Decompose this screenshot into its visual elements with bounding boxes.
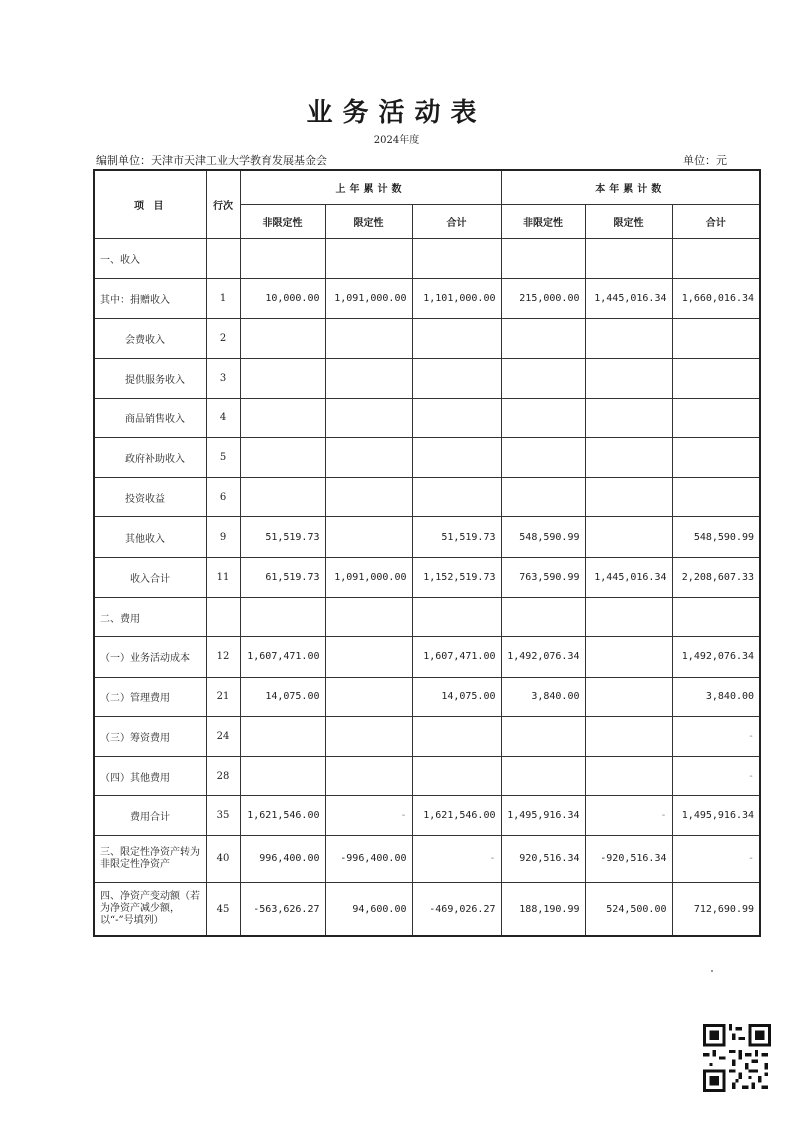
current-restricted-cell — [585, 238, 672, 278]
row-line-number: 40 — [206, 835, 240, 882]
prior-restricted-cell — [325, 359, 412, 398]
row-line-number: 35 — [206, 796, 240, 835]
current-total-cell: 1,495,916.34 — [672, 796, 760, 835]
row-item-label: 费用合计 — [94, 796, 206, 835]
row-line-number: 28 — [206, 757, 240, 796]
current-total-cell — [672, 437, 760, 477]
prior-total-cell: 1,101,000.00 — [412, 278, 501, 318]
row-item-label: （一）业务活动成本 — [94, 637, 206, 677]
current-total-cell: 3,840.00 — [672, 677, 760, 716]
prior-unrestricted-cell: 61,519.73 — [240, 557, 325, 597]
prior-restricted-cell — [325, 637, 412, 677]
row-item-label: 投资收益 — [94, 478, 206, 517]
table-row — [94, 677, 760, 716]
current-restricted-cell: 524,500.00 — [585, 883, 672, 936]
prior-restricted-cell — [325, 677, 412, 716]
row-line-number: 5 — [206, 437, 240, 477]
table-row — [94, 398, 760, 437]
table-row — [94, 319, 760, 359]
current-restricted-header: 限定性 — [585, 204, 672, 238]
table-row — [94, 796, 760, 835]
table-row — [94, 598, 760, 637]
current-unrestricted-cell: 1,492,076.34 — [501, 637, 585, 677]
prior-total-cell — [412, 716, 501, 756]
prior-unrestricted-cell — [240, 359, 325, 398]
table-row — [94, 716, 760, 756]
row-line-number: 6 — [206, 478, 240, 517]
qr-code-icon — [703, 1024, 771, 1092]
current-unrestricted-cell — [501, 598, 585, 637]
table-row — [94, 557, 760, 597]
current-restricted-cell — [585, 716, 672, 756]
prior-restricted-cell — [325, 598, 412, 637]
prior-restricted-cell: 94,600.00 — [325, 883, 412, 936]
current-unrestricted-cell — [501, 398, 585, 437]
current-unrestricted-cell — [501, 437, 585, 477]
report-title: 业务活动表 — [306, 98, 487, 128]
prior-total-cell — [412, 319, 501, 359]
prior-restricted-header: 限定性 — [325, 204, 412, 238]
current-unrestricted-cell: 3,840.00 — [501, 677, 585, 716]
current-total-cell: - — [672, 757, 760, 796]
prior-restricted-cell — [325, 398, 412, 437]
current-total-cell: 712,690.99 — [672, 883, 760, 936]
prior-restricted-cell: 1,091,000.00 — [325, 557, 412, 597]
current-unrestricted-cell: 188,190.99 — [501, 883, 585, 936]
current-total-cell: 1,492,076.34 — [672, 637, 760, 677]
current-total-cell — [672, 319, 760, 359]
prior-unrestricted-cell — [240, 319, 325, 359]
prior-unrestricted-header: 非限定性 — [240, 204, 325, 238]
table-row — [94, 437, 760, 477]
row-line-number — [206, 238, 240, 278]
prior-unrestricted-cell — [240, 238, 325, 278]
current-unrestricted-cell: 548,590.99 — [501, 517, 585, 557]
prior-year-header: 上年累计数 — [240, 170, 501, 204]
prior-unrestricted-cell: 1,607,471.00 — [240, 637, 325, 677]
row-line-number — [206, 598, 240, 637]
current-restricted-cell: 1,445,016.34 — [585, 557, 672, 597]
table-row — [94, 883, 760, 936]
current-restricted-cell: 1,445,016.34 — [585, 278, 672, 318]
current-restricted-cell — [585, 598, 672, 637]
row-item-label: 其中：捐赠收入 — [94, 278, 206, 318]
current-total-cell: 1,660,016.34 — [672, 278, 760, 318]
prior-restricted-cell — [325, 716, 412, 756]
row-item-label: （三）筹资费用 — [94, 716, 206, 756]
row-item-label: 四、净资产变动额（若为净资产减少额，以“-”号填列） — [94, 883, 206, 936]
prior-total-cell — [412, 757, 501, 796]
prior-restricted-cell — [325, 517, 412, 557]
row-item-label: 提供服务收入 — [94, 359, 206, 398]
current-unrestricted-cell — [501, 319, 585, 359]
current-total-cell — [672, 359, 760, 398]
current-restricted-cell — [585, 359, 672, 398]
current-unrestricted-cell — [501, 716, 585, 756]
prior-total-cell — [412, 598, 501, 637]
current-total-cell: 2,208,607.33 — [672, 557, 760, 597]
row-item-label: 三、限定性净资产转为非限定性净资产 — [94, 835, 206, 882]
table-row — [94, 757, 760, 796]
row-line-number: 4 — [206, 398, 240, 437]
prior-total-cell — [412, 398, 501, 437]
current-unrestricted-cell — [501, 359, 585, 398]
current-total-cell: - — [672, 716, 760, 756]
row-item-label: 会费收入 — [94, 319, 206, 359]
current-unrestricted-cell — [501, 757, 585, 796]
current-year-header: 本年累计数 — [501, 170, 760, 204]
prior-total-cell — [412, 478, 501, 517]
prior-unrestricted-cell: 996,400.00 — [240, 835, 325, 882]
table-row — [94, 478, 760, 517]
current-unrestricted-cell — [501, 238, 585, 278]
row-item-label: （二）管理费用 — [94, 677, 206, 716]
current-restricted-cell — [585, 437, 672, 477]
current-total-cell: - — [672, 835, 760, 882]
prior-total-cell — [412, 238, 501, 278]
prior-total-cell: - — [412, 835, 501, 882]
report-body — [94, 238, 760, 936]
prior-unrestricted-cell — [240, 478, 325, 517]
prior-total-cell: 1,152,519.73 — [412, 557, 501, 597]
current-restricted-cell — [585, 757, 672, 796]
row-line-number: 9 — [206, 517, 240, 557]
row-line-number: 3 — [206, 359, 240, 398]
currency-unit-label: 单位：元 — [683, 154, 727, 167]
row-item-label: （四）其他费用 — [94, 757, 206, 796]
scan-speck — [711, 970, 713, 972]
organization-label: 编制单位：天津市天津工业大学教育发展基金会 — [96, 154, 327, 167]
current-restricted-cell: -920,516.34 — [585, 835, 672, 882]
prior-restricted-cell: - — [325, 796, 412, 835]
current-total-cell — [672, 238, 760, 278]
current-total-cell: 548,590.99 — [672, 517, 760, 557]
activity-statement-table — [93, 169, 761, 937]
current-total-cell — [672, 598, 760, 637]
prior-unrestricted-cell — [240, 398, 325, 437]
prior-restricted-cell — [325, 319, 412, 359]
prior-total-cell — [412, 437, 501, 477]
row-item-label: 二、费用 — [94, 598, 206, 637]
prior-unrestricted-cell: 10,000.00 — [240, 278, 325, 318]
prior-unrestricted-cell — [240, 716, 325, 756]
prior-restricted-cell — [325, 757, 412, 796]
table-row — [94, 637, 760, 677]
row-line-number: 24 — [206, 716, 240, 756]
prior-total-cell: 51,519.73 — [412, 517, 501, 557]
table-row — [94, 359, 760, 398]
row-item-label: 政府补助收入 — [94, 437, 206, 477]
item-header: 项 目 — [94, 170, 206, 238]
prior-unrestricted-cell: -563,626.27 — [240, 883, 325, 936]
current-unrestricted-cell: 1,495,916.34 — [501, 796, 585, 835]
prior-restricted-cell: 1,091,000.00 — [325, 278, 412, 318]
table-row — [94, 278, 760, 318]
prior-total-cell — [412, 359, 501, 398]
current-total-cell — [672, 398, 760, 437]
prior-unrestricted-cell — [240, 437, 325, 477]
current-total-header: 合计 — [672, 204, 760, 238]
row-item-label: 一、收入 — [94, 238, 206, 278]
row-line-number: 1 — [206, 278, 240, 318]
current-unrestricted-cell — [501, 478, 585, 517]
current-unrestricted-cell: 215,000.00 — [501, 278, 585, 318]
row-line-number: 21 — [206, 677, 240, 716]
row-line-number: 2 — [206, 319, 240, 359]
prior-total-cell: -469,026.27 — [412, 883, 501, 936]
current-unrestricted-cell: 763,590.99 — [501, 557, 585, 597]
prior-total-cell: 1,607,471.00 — [412, 637, 501, 677]
current-restricted-cell: - — [585, 796, 672, 835]
row-item-label: 其他收入 — [94, 517, 206, 557]
line-number-header: 行次 — [206, 170, 240, 238]
prior-restricted-cell: -996,400.00 — [325, 835, 412, 882]
table-row — [94, 517, 760, 557]
row-line-number: 11 — [206, 557, 240, 597]
prior-unrestricted-cell: 1,621,546.00 — [240, 796, 325, 835]
current-restricted-cell — [585, 517, 672, 557]
prior-total-cell: 14,075.00 — [412, 677, 501, 716]
current-total-cell — [672, 478, 760, 517]
current-unrestricted-cell: 920,516.34 — [501, 835, 585, 882]
current-restricted-cell — [585, 319, 672, 359]
current-restricted-cell — [585, 677, 672, 716]
prior-restricted-cell — [325, 478, 412, 517]
current-restricted-cell — [585, 637, 672, 677]
prior-unrestricted-cell: 51,519.73 — [240, 517, 325, 557]
current-restricted-cell — [585, 478, 672, 517]
row-item-label: 商品销售收入 — [94, 398, 206, 437]
table-row — [94, 238, 760, 278]
prior-unrestricted-cell: 14,075.00 — [240, 677, 325, 716]
prior-total-cell: 1,621,546.00 — [412, 796, 501, 835]
prior-unrestricted-cell — [240, 598, 325, 637]
prior-restricted-cell — [325, 437, 412, 477]
prior-total-header: 合计 — [412, 204, 501, 238]
row-item-label: 收入合计 — [94, 557, 206, 597]
row-line-number: 45 — [206, 883, 240, 936]
prior-restricted-cell — [325, 238, 412, 278]
current-restricted-cell — [585, 398, 672, 437]
report-year: 2024年度 — [373, 135, 420, 146]
prior-unrestricted-cell — [240, 757, 325, 796]
row-line-number: 12 — [206, 637, 240, 677]
current-unrestricted-header: 非限定性 — [501, 204, 585, 238]
table-row — [94, 835, 760, 882]
